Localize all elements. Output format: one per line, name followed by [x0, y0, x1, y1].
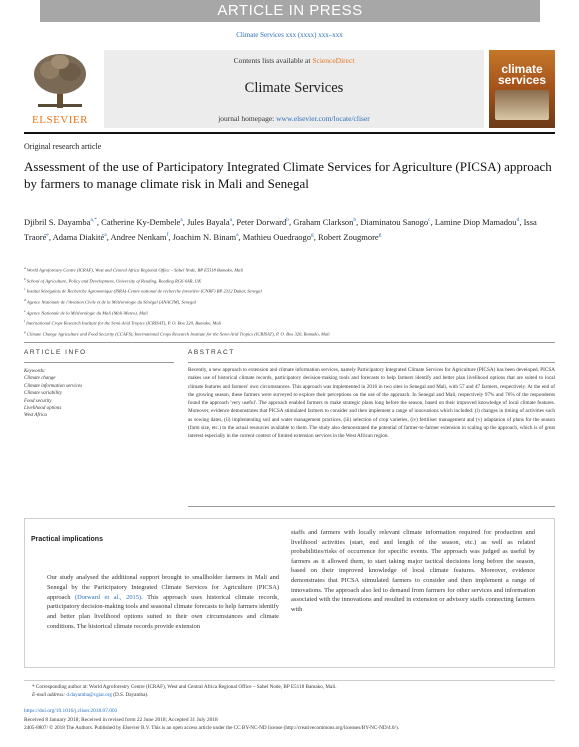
- practical-text-part: Our study analysed the additional support brought to smallholder farmers in Mali and Senegal by the Participatory Integrated Climate Services for Agriculture (PICSA) approach: [47, 574, 279, 601]
- elsevier-logo[interactable]: [24, 50, 96, 128]
- abstract-text: Recently, a new approach to extension and climate information services, namely Participatory Integrated Climate Services for Agriculture (PICSA) has been developed. PICSA makes use of historical climate records, participatory decision-making tools and forecasts to help farmers identify and better plan livelihood options that are suited to local climate features and farmers' own circumstances. This approach was implemented in 2016 in two sites in Senegal and Mali, with 57 and 47 farmers, respectively. At the end of the growing season, these farmers were surveyed to explore their perceptions on the use of the approach. In Senegal and Mali, respectively 97% and 76% of the respondents found the approach 'very useful'. The approach enabled farmers to make strategic plans long before the season, based on their improved knowledge of local climate features. Moreover, evidence demonstrates that PICSA stimulated farmers to consider and then implement a range of innovations which included: (i) changes in timing of activities such as sowing dates, (ii) implementing soil and water management practices, (iii) selection of crop varieties, (iv) fertiliser management and (v) adaptation of plans for the season (farm size, etc.) to the actual resources available to them. The study also demonstrated the potential of farmer-to-farmer extension in scaling up the approach, which is of great interest especially in the current context of limited extension services in the West African region.: [188, 367, 555, 440]
- email-line: [32, 691, 552, 699]
- affiliation-item: $^b$ School of Agriculture, Policy and Development, University of Reading, Reading RG6 6AR, UK: [24, 276, 202, 284]
- practical-implications-heading: Practical implications: [31, 536, 103, 543]
- article-type: Original research article: [24, 142, 102, 151]
- article-dates: Received 8 January 2018; Received in revised form 22 June 2018; Accepted 31 July 2018: [24, 717, 218, 723]
- keyword-item: Livelihood options: [24, 406, 62, 412]
- article-in-press-banner: ARTICLE IN PRESS: [40, 0, 540, 22]
- corresponding-author: * Corresponding author at: World Agroforestry Centre (ICRAF), West and Central Africa Regional Office – Sahel Node, BP E5118 Bamako, Mali.: [32, 684, 337, 690]
- journal-masthead: [104, 50, 484, 128]
- sciencedirect-link[interactable]: ScienceDirect: [312, 56, 355, 65]
- homepage-label: journal homepage:: [218, 114, 275, 123]
- keywords-label: Keywords:: [24, 369, 46, 374]
- keyword-item: West Africa: [24, 413, 47, 419]
- article-info-rule: [24, 362, 174, 363]
- email-link[interactable]: d.dayamba@cgiar.org: [66, 692, 112, 698]
- keyword-item: Climate information services: [24, 383, 83, 389]
- article-info-heading: ARTICLE INFO: [24, 349, 87, 356]
- affiliation-item: $^c$ Institut Sénégalais de Recherche Agronomique (ISRA)-Centre national de recherche forestière (CNRF) BP 2312 Dakar, Senegal: [24, 287, 262, 294]
- journal-cover-thumbnail[interactable]: [489, 50, 555, 128]
- keyword-item: Food security: [24, 398, 52, 404]
- affiliation-item: $^d$ Agence Nationale de l'Aviation Civile et de la Météorologie du Sénégal (ANACIM), Senegal: [24, 297, 196, 305]
- footnote-divider: [24, 680, 555, 681]
- doi-link[interactable]: https://doi.org/10.1016/j.cliser.2018.07.003: [24, 708, 118, 714]
- email-suffix: (D.S. Dayamba).: [113, 692, 149, 698]
- contents-prefix: Contents lists available at: [233, 56, 311, 65]
- practical-implications-box: [24, 518, 555, 668]
- keyword-item: Climate variability: [24, 391, 62, 397]
- article-title: Assessment of the use of Participatory Integrated Climate Services for Agriculture (PICSA) approach by farmers to manage climate risk in Mali and Senegal: [24, 159, 552, 191]
- email-label: E-mail address:: [32, 692, 66, 698]
- license-statement: 2405-8807/ © 2018 The Authors. Published by Elsevier B.V. This is an open access article under the CC BY-NC-ND license (http://creativecommons.org/licenses/BY-NC-ND/4.0/).: [24, 725, 399, 731]
- abstract-end-rule: [188, 506, 555, 507]
- section-divider: [24, 342, 555, 343]
- journal-header: [24, 50, 555, 128]
- affiliation-item: $^a$ World Agroforestry Centre (ICRAF), West and Central Africa Regional Office – Sahel Node, BP E5118 Bamako, Mali: [24, 266, 243, 273]
- homepage-link[interactable]: www.elsevier.com/locate/cliser: [276, 114, 370, 123]
- journal-reference[interactable]: Climate Services xxx (xxxx) xxx–xxx: [236, 31, 343, 39]
- keyword-item: Climate change: [24, 376, 56, 382]
- affiliation-item: $^f$ International Crops Research Institute for the Semi-Arid Tropics (ICRISAT), P. O. Box 320, Bamako, Mali: [24, 319, 222, 326]
- affiliation-list: [24, 264, 555, 338]
- header-divider: [24, 132, 555, 134]
- practical-implications-column-1: [47, 573, 279, 632]
- publisher-name: ELSEVIER: [32, 114, 88, 126]
- abstract-rule: [188, 362, 555, 363]
- journal-title[interactable]: Climate Services: [244, 80, 344, 96]
- practical-text-part: . This approach uses historical climate records, participatory decision-making tools and seasonal climate forecasts to help farmers identify and better plan livelihood options suited to their own circumstances and climate conditions. The historical climate records provide extension: [47, 593, 279, 630]
- elsevier-tree-icon: [30, 52, 90, 110]
- affiliation-item: $^g$ Climate Change Agriculture and Food Security (CCAFS), International Crops Research Institute for the Semi-Arid Tropics (ICRISAT), P. O. Box 320, Bamako, Mali: [24, 329, 330, 337]
- cover-image: [495, 90, 549, 120]
- citation-link[interactable]: (Dorward et al., 2015): [75, 593, 142, 601]
- contents-availability: [104, 56, 484, 65]
- cover-title: climate services: [497, 62, 547, 87]
- abstract-heading: ABSTRACT: [188, 349, 235, 356]
- journal-homepage: [104, 114, 484, 123]
- practical-implications-column-2: staffs and farmers with locally relevant climate information required for production and livelihood activities (start, end and length of the season, etc.) as well as related probabilities/risks of occurrence for specific events. The approach was judged as useful by farmers as it allowed them, to start taking major tactical decisions long before the season, based on their improved knowledge of local climate features. Moreover, evidence demonstrates that PICSA stimulated farmers to consider and then implement a range of innovations. The approach also led to demand from farmers for other services and information associated with the innovations and resulted in extension or advisory staffs connecting farmers with: [291, 529, 535, 613]
- author-list: Djibril S. Dayamba$^{a,*}$, Catherine Ky-Dembele$^a$, Jules Bayala$^a$, Peter Dorward$^b$, Graham Clarkson$^b$, Diaminatou Sanogo$^c$, Lamine Diop Mamadou$^d$, Issa Traoré$^e$, Adama Diakité$^a$, Andree Nenkam$^f$, Joachim N. Binam$^a$, Mathieu Ouedraogo$^g$, Robert Zougmore$^g$: [24, 216, 537, 242]
- keywords-block: [24, 368, 174, 420]
- affiliation-item: $^e$ Agence Nationale de la Météorologie du Mali (Mali-Meteo), Mali: [24, 308, 148, 316]
- corresponding-author-footnote: [32, 683, 552, 699]
- keyword-list: [24, 375, 174, 419]
